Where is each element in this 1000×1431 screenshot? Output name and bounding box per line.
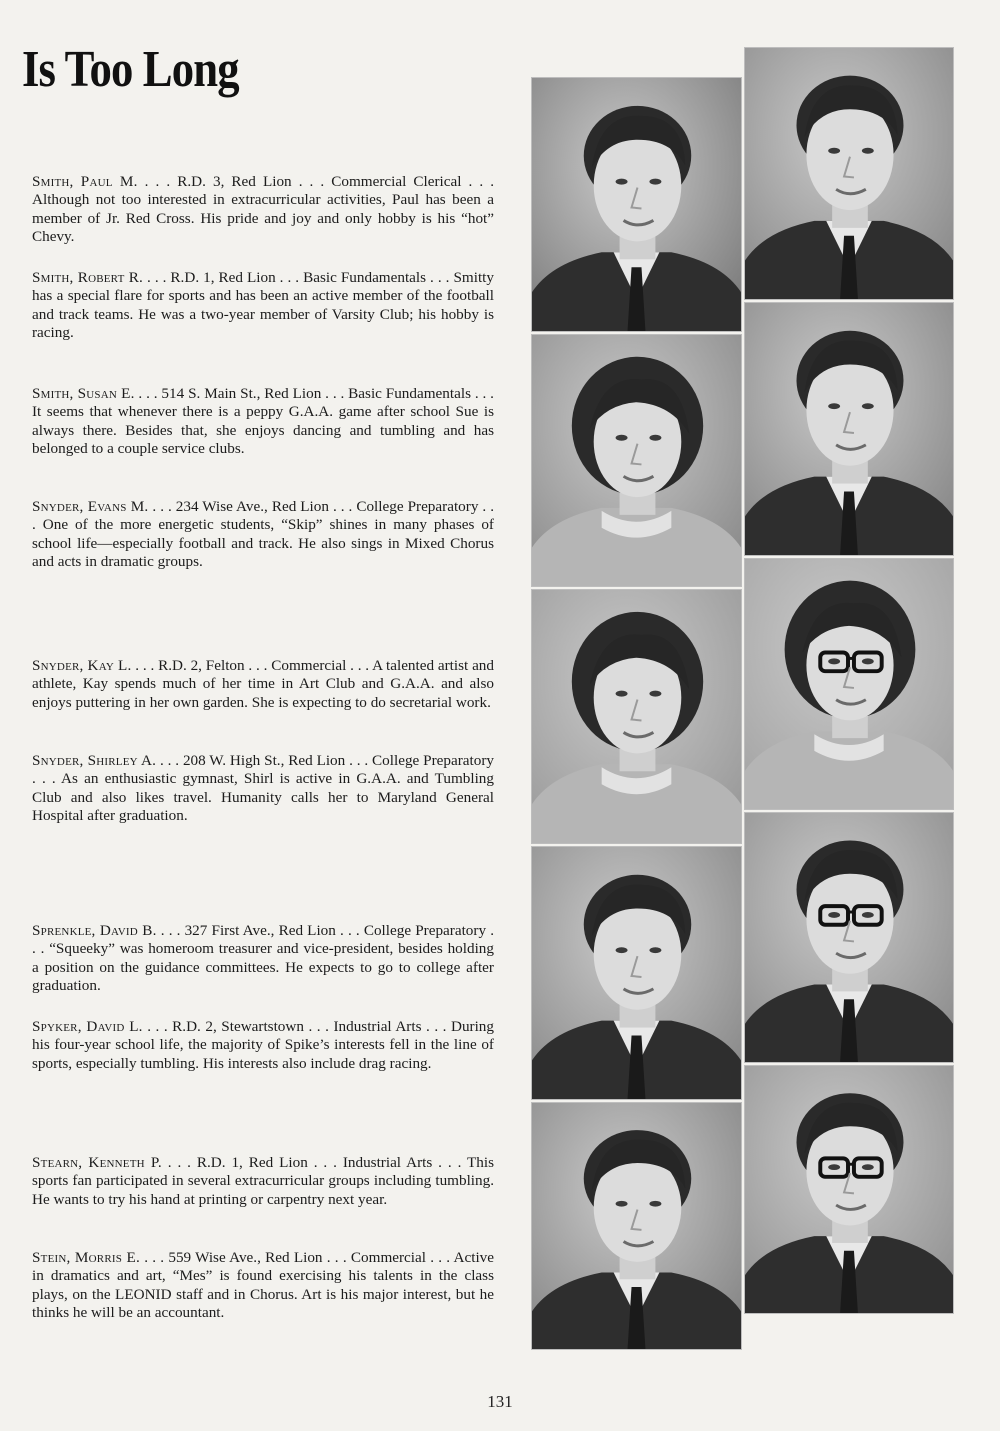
portrait-silhouette xyxy=(532,1103,741,1349)
bio-entry xyxy=(32,752,494,826)
bio-text: . . . R.D. 3, Red Lion . . . Commercial Clerical . . . Although not too interested in extracurricular activities, Paul has been a member of Jr. Red Cross. His pride and joy and only hobby is his “hot” Chevy. xyxy=(32,173,494,246)
portrait-silhouette xyxy=(532,847,741,1099)
bio-name: Sprenkle, David B. xyxy=(32,922,157,939)
bio-entry xyxy=(32,385,494,459)
bio-entry xyxy=(32,657,494,712)
bio-text: . . . 514 S. Main St., Red Lion . . . Basic Fundamentals . . . It seems that whenever there is a peppy G.A.A. game after school Sue is always there. Besides that, she enjoys dancing and tumbling and has belonged to a couple service clubs. xyxy=(32,385,494,458)
bio-text: . . . 559 Wise Ave., Red Lion . . . Commercial . . . Active in dramatics and art, “Mes” is found exercising his talents in the class plays, on the LEONID staff and in Chorus. Art is his major interest, but he thinks he will be an accountant. xyxy=(32,1249,494,1322)
bio-entry xyxy=(32,173,494,247)
bio-name: Snyder, Shirley A. xyxy=(32,752,157,769)
page-number: 131 xyxy=(487,1392,513,1411)
bio-entry xyxy=(32,1154,494,1209)
portrait-photo xyxy=(531,334,742,587)
bio-name: Stearn, Kenneth P. xyxy=(32,1154,162,1171)
bio-text: . . . R.D. 1, Red Lion . . . Industrial Arts . . . This sports fan participated in several extracurricular groups including tumbling. He wants to try his hand at printing or carpentry next year. xyxy=(32,1154,494,1208)
bio-text: . . . R.D. 1, Red Lion . . . Basic Fundamentals . . . Smitty has a special flare for sports and has been an active member of the football and track teams. He was a two-year member of Varsity Club; his hobby is racing. xyxy=(32,269,494,342)
bio-entry xyxy=(32,1018,494,1073)
portrait-silhouette xyxy=(532,590,741,843)
portrait-photo xyxy=(744,1065,954,1314)
bio-entry xyxy=(32,1249,494,1323)
portrait-silhouette xyxy=(532,335,741,586)
portrait-photo xyxy=(531,589,742,844)
portrait-silhouette xyxy=(745,48,953,299)
portrait-photo xyxy=(531,77,742,332)
bio-name: Spyker, David L. xyxy=(32,1018,143,1035)
portrait-photo xyxy=(531,846,742,1100)
portrait-photo xyxy=(744,47,954,300)
bio-entry xyxy=(32,922,494,996)
portrait-photo xyxy=(744,302,954,556)
bio-name: Smith, Robert R. xyxy=(32,269,144,286)
bio-name: Smith, Susan E. xyxy=(32,385,135,402)
portrait-silhouette xyxy=(745,813,953,1062)
bio-entry xyxy=(32,498,494,572)
bio-text: . . . R.D. 2, Stewartstown . . . Industrial Arts . . . During his four-year school life, the majority of Spike’s interests fell in the line of sports, especially tumbling. His interests also include drag racing. xyxy=(32,1018,494,1072)
portrait-silhouette xyxy=(745,303,953,555)
bio-text: . . . 327 First Ave., Red Lion . . . College Preparatory . . . “Squeeky” was homeroom treasurer and vice-president, besides holding a position on the guidance committees. He expects to go to college after graduation. xyxy=(32,922,494,995)
bio-name: Snyder, Evans M. xyxy=(32,498,149,515)
bio-text: . . . 234 Wise Ave., Red Lion . . . College Preparatory . . . One of the more energetic students, “Skip” shines in many phases of school life—especially football and track. He also sings in Mixed Chorus and acts in dramatic groups. xyxy=(32,498,494,571)
portrait-silhouette xyxy=(532,78,741,331)
bio-name: Smith, Paul M. xyxy=(32,173,138,190)
portrait-photo xyxy=(744,558,954,810)
portrait-silhouette xyxy=(745,1066,953,1313)
portrait-photo xyxy=(744,812,954,1063)
page-title: Is Too Long xyxy=(22,41,239,98)
bio-text: . . . R.D. 2, Felton . . . Commercial . . . A talented artist and athlete, Kay spends much of her time in Art Club and G.A.A. and also enjoys puttering in her own garden. She is expecting to do secretarial work. xyxy=(32,657,494,711)
bio-entry xyxy=(32,269,494,343)
bio-name: Stein, Morris E. xyxy=(32,1249,140,1266)
bio-name: Snyder, Kay L. xyxy=(32,657,132,674)
portrait-silhouette xyxy=(745,559,953,809)
portrait-photo xyxy=(531,1102,742,1350)
bio-text: . . . 208 W. High St., Red Lion . . . College Preparatory . . . As an enthusiastic gymnast, Shirl is active in G.A.A. and Tumbling Club and also likes travel. Humanity calls her to Maryland General Hospital after graduation. xyxy=(32,752,494,825)
